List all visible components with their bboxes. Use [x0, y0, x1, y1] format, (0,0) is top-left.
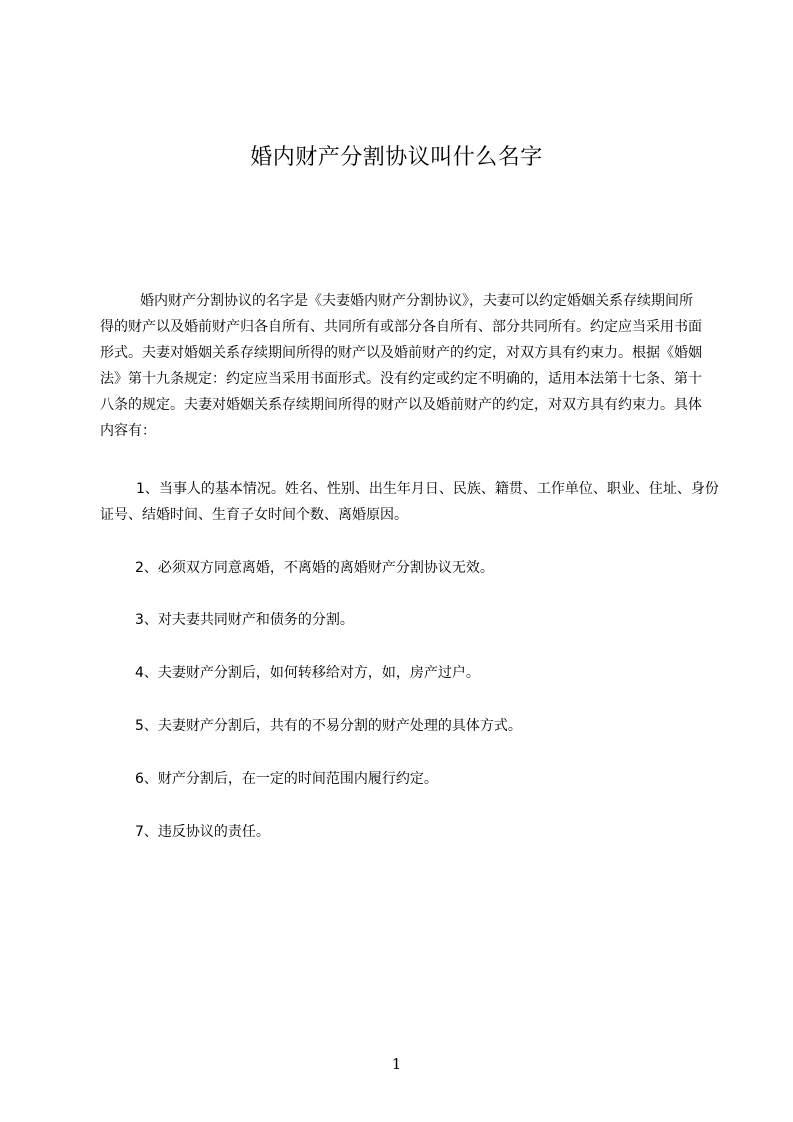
list-item-2: 2、必须双方同意离婚，不离婚的离婚财产分割协议无效。 — [135, 560, 494, 576]
intro-paragraph: 婚内财产分割协议的名字是《夫妻婚内财产分割协议》，夫妻可以约定婚姻关系存续期间所得的财产以及婚前财产归各自所有、共同所有或部分各自所有、部分共同所有。约定应当采用书面形式。夫妻对婚姻关系存续期间所得的财产以及婚前财产的约定，对双方具有约束力。根据《婚姻法》第十九条规定：约定应当采用书面形式。没有约定或约定不明确的，适用本法第十七条、第十八条的规定。夫妻对婚姻关系存续期间所得的财产以及婚前财产的约定，对双方具有约束力。具体内容有： — [100, 293, 702, 439]
list-item-4: 4、夫妻财产分割后，如何转移给对方，如，房产过户。 — [135, 665, 480, 681]
list-item-5: 5、夫妻财产分割后，共有的不易分割的财产处理的具体方式。 — [135, 718, 522, 734]
list-item-6: 6、财产分割后，在一定的时间范围内履行约定。 — [135, 771, 438, 787]
document-title: 婚内财产分割协议叫什么名字 — [250, 145, 543, 170]
list-item-3: 3、对夫妻共同财产和债务的分割。 — [135, 612, 354, 628]
list-item-1: 1、当事人的基本情况。姓名、性别、出生年月日、民族、籍贯、工作单位、职业、住址、身份证号、结婚时间、生育子女时间个数、离婚原因。 — [100, 481, 719, 523]
page-number: 1 — [391, 1055, 402, 1073]
list-item-7: 7、违反协议的责任。 — [135, 824, 270, 840]
